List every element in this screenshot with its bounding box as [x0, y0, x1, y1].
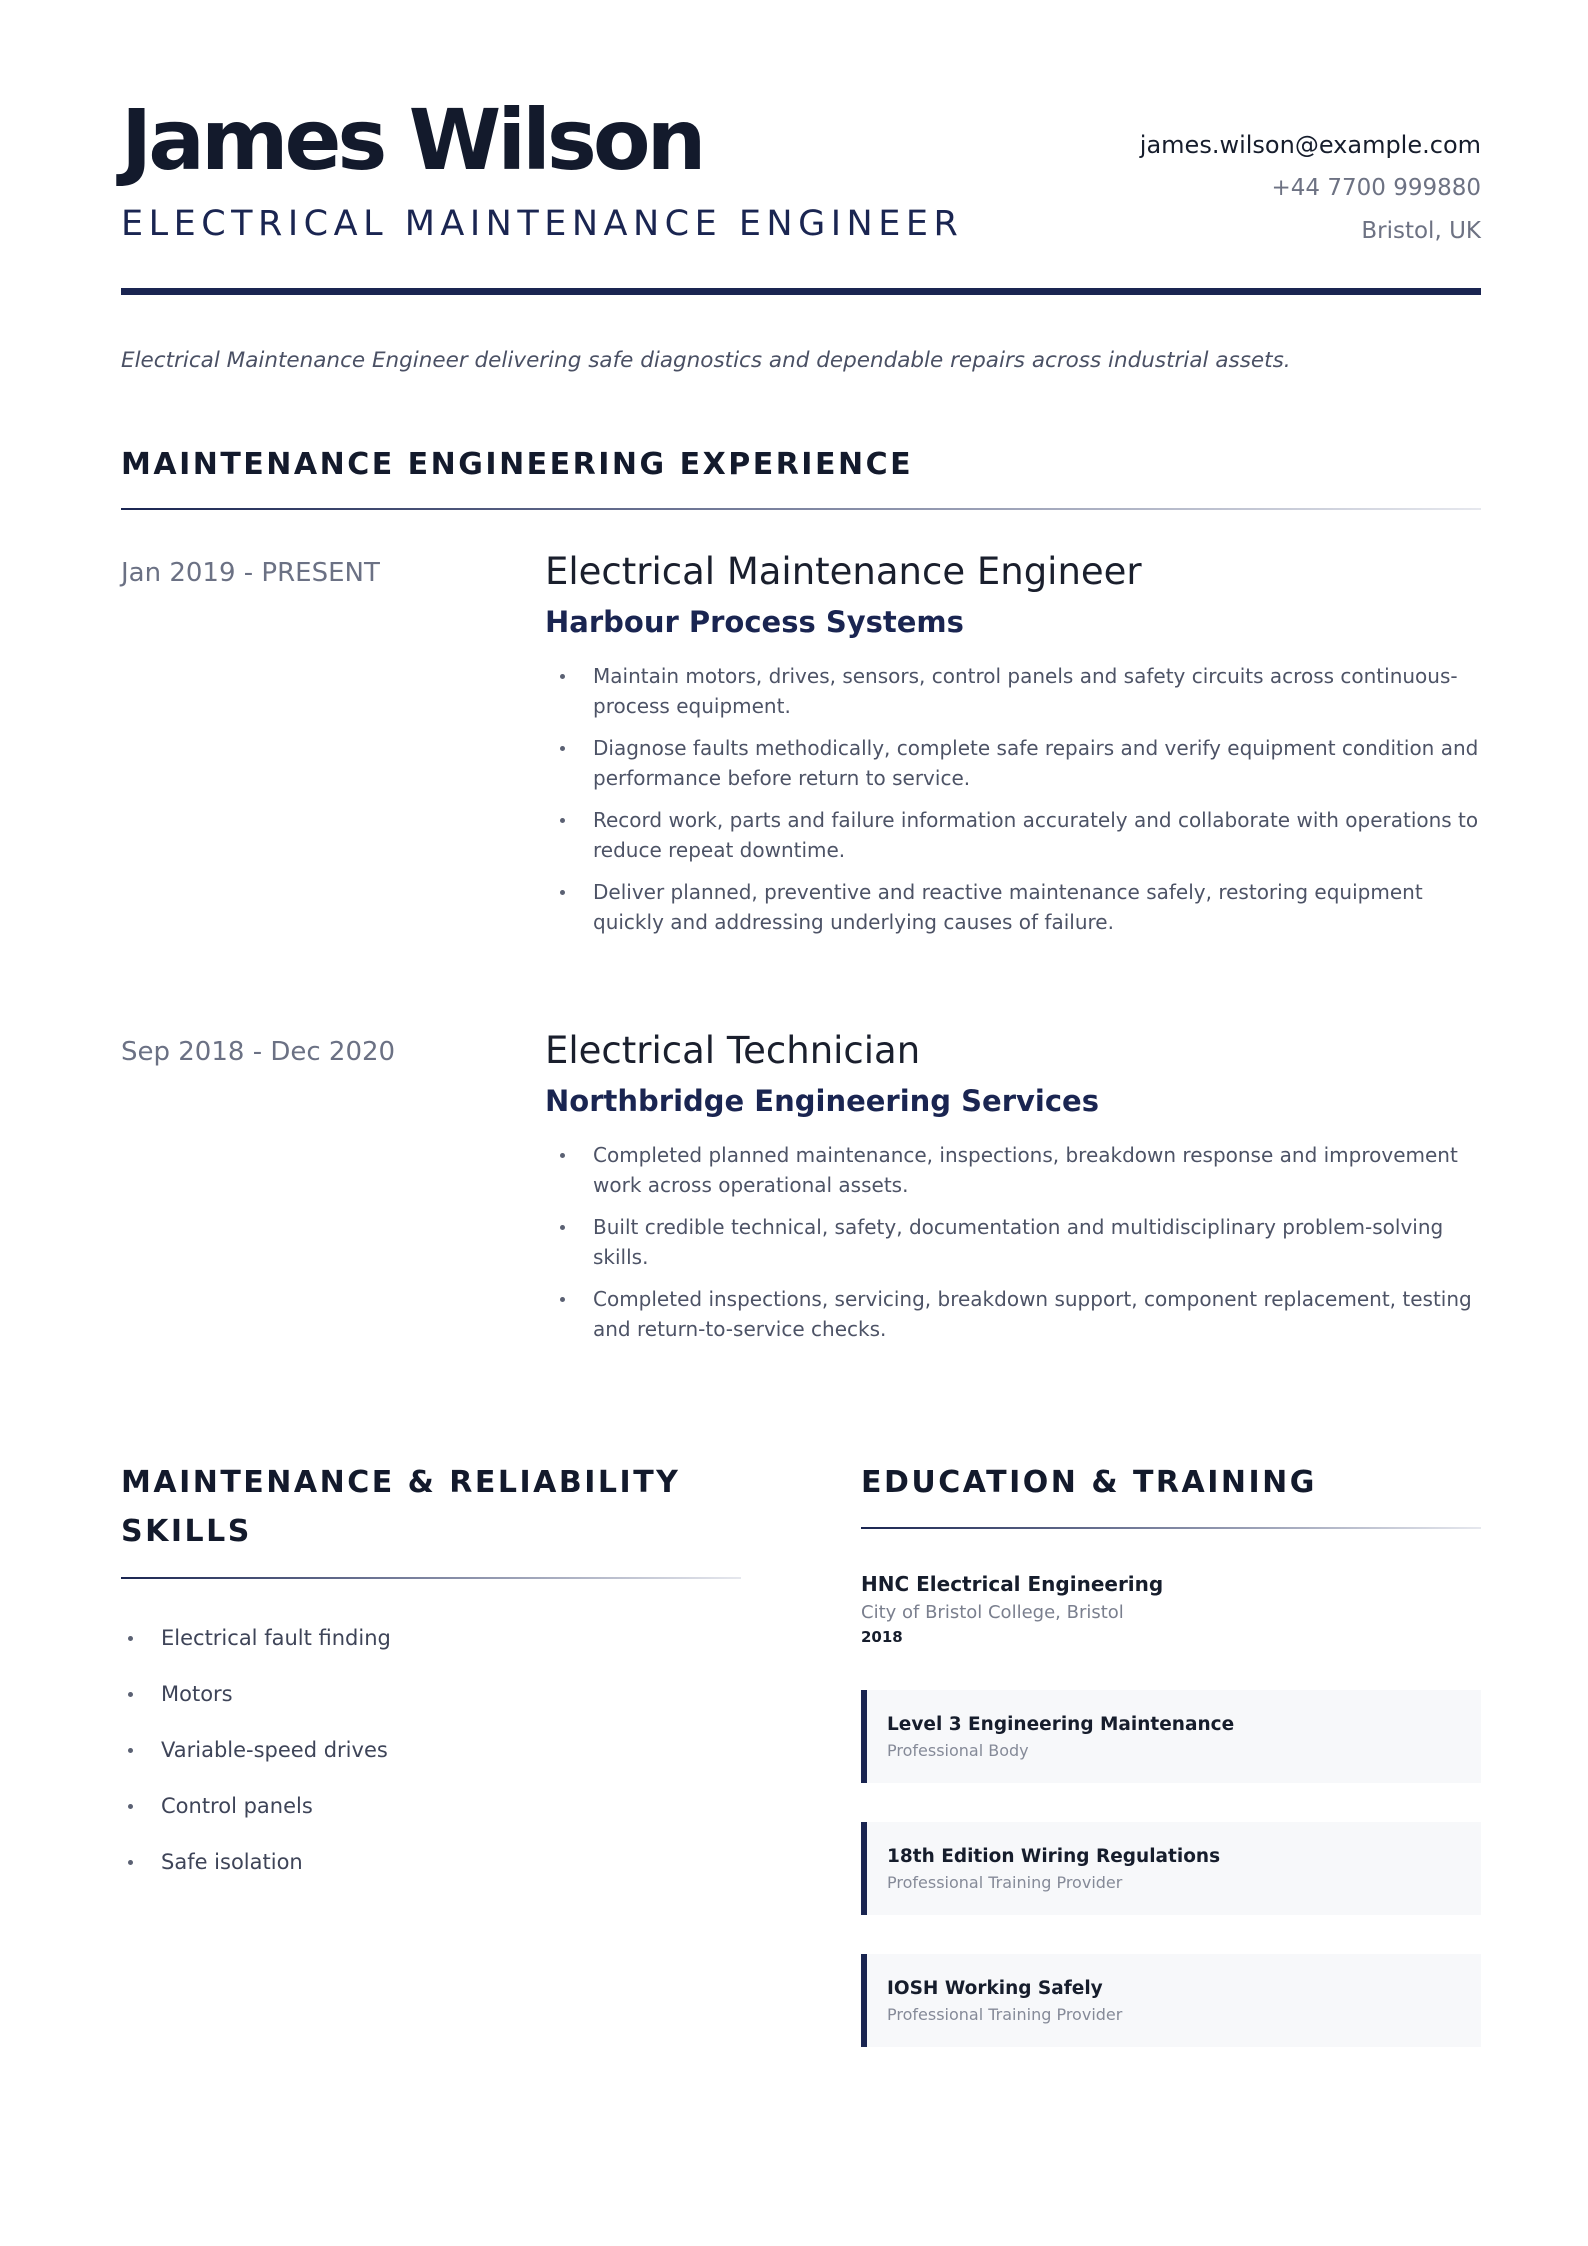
certification-card: [861, 1954, 1481, 2047]
job-bullet: Built credible technical, safety, documentation and multidisciplinary problem-solving skills.: [545, 1212, 1481, 1272]
job-bullet: Record work, parts and failure information accurately and collaborate with operations to reduce repeat downtime.: [545, 805, 1481, 865]
resume-header: [121, 0, 1481, 300]
education-divider: [861, 1527, 1481, 1529]
skill-item: Control panels: [121, 1788, 391, 1824]
job-title: ELECTRICAL MAINTENANCE ENGINEER: [121, 204, 964, 244]
job-bullet: Maintain motors, drives, sensors, control panels and safety circuits across continuous-process equipment.: [545, 661, 1481, 721]
job-bullets: [545, 1140, 1481, 1344]
contact-block: [1140, 133, 1481, 243]
graduation-year: 2018: [861, 1628, 903, 1646]
certification-card: [861, 1690, 1481, 1783]
job-company: Northbridge Engineering Services: [545, 1084, 1099, 1118]
profile-summary: Electrical Maintenance Engineer delivering safe diagnostics and dependable repairs across industrial assets.: [121, 348, 1291, 373]
job-bullet: Deliver planned, preventive and reactive maintenance safely, restoring equipment quickly and addressing underlying causes of failure.: [545, 877, 1481, 937]
job-bullet: Completed inspections, servicing, breakdown support, component replacement, testing and return-to-service checks.: [545, 1284, 1481, 1344]
email-address: james.wilson@example.com: [1139, 131, 1481, 159]
certification-card: [861, 1822, 1481, 1915]
degree-name: HNC Electrical Engineering: [861, 1572, 1164, 1596]
certification-provider: Professional Training Provider: [887, 1872, 1123, 1892]
location: Bristol, UK: [1361, 218, 1481, 244]
job-company: Harbour Process Systems: [545, 605, 964, 639]
job-role: Electrical Maintenance Engineer: [545, 550, 1142, 593]
skill-item: Electrical fault finding: [121, 1620, 391, 1656]
job-bullet: Completed planned maintenance, inspections, breakdown response and improvement work across operational assets.: [545, 1140, 1481, 1200]
phone-number: +44 7700 999880: [1271, 175, 1481, 201]
job-bullet: Diagnose faults methodically, complete safe repairs and verify equipment condition and performance before return to service.: [545, 733, 1481, 793]
job-role: Electrical Technician: [545, 1029, 921, 1072]
certification-provider: Professional Body: [887, 1740, 1029, 1760]
institution-name: City of Bristol College, Bristol: [861, 1602, 1124, 1623]
certification-name: IOSH Working Safely: [887, 1978, 1103, 1999]
skill-item: Motors: [121, 1676, 391, 1712]
header-divider: [121, 288, 1481, 295]
skills-divider: [121, 1577, 741, 1579]
experience-divider: [121, 508, 1481, 510]
certification-name: 18th Edition Wiring Regulations: [887, 1846, 1221, 1867]
job-dates: Sep 2018 - Dec 2020: [121, 1037, 396, 1067]
certification-name: Level 3 Engineering Maintenance: [887, 1714, 1235, 1735]
education-heading: EDUCATION & TRAINING: [861, 1465, 1317, 1500]
candidate-name: James Wilson: [121, 91, 703, 189]
skills-heading: [121, 1458, 741, 1556]
skills-heading-line: MAINTENANCE & RELIABILITY: [121, 1465, 681, 1500]
experience-heading: MAINTENANCE ENGINEERING EXPERIENCE: [121, 447, 914, 482]
job-bullets: [545, 661, 1481, 937]
skill-item: Safe isolation: [121, 1844, 391, 1880]
job-details: [545, 550, 1481, 949]
job-dates: Jan 2019 - PRESENT: [121, 558, 380, 588]
job-details: [545, 1029, 1481, 1356]
certification-provider: Professional Training Provider: [887, 2004, 1123, 2024]
skills-heading-line: SKILLS: [121, 1514, 252, 1549]
skill-item: Variable-speed drives: [121, 1732, 391, 1768]
skills-list: [121, 1620, 391, 1900]
resume-page: [121, 0, 1481, 2024]
education-entry: [861, 1574, 1481, 1645]
